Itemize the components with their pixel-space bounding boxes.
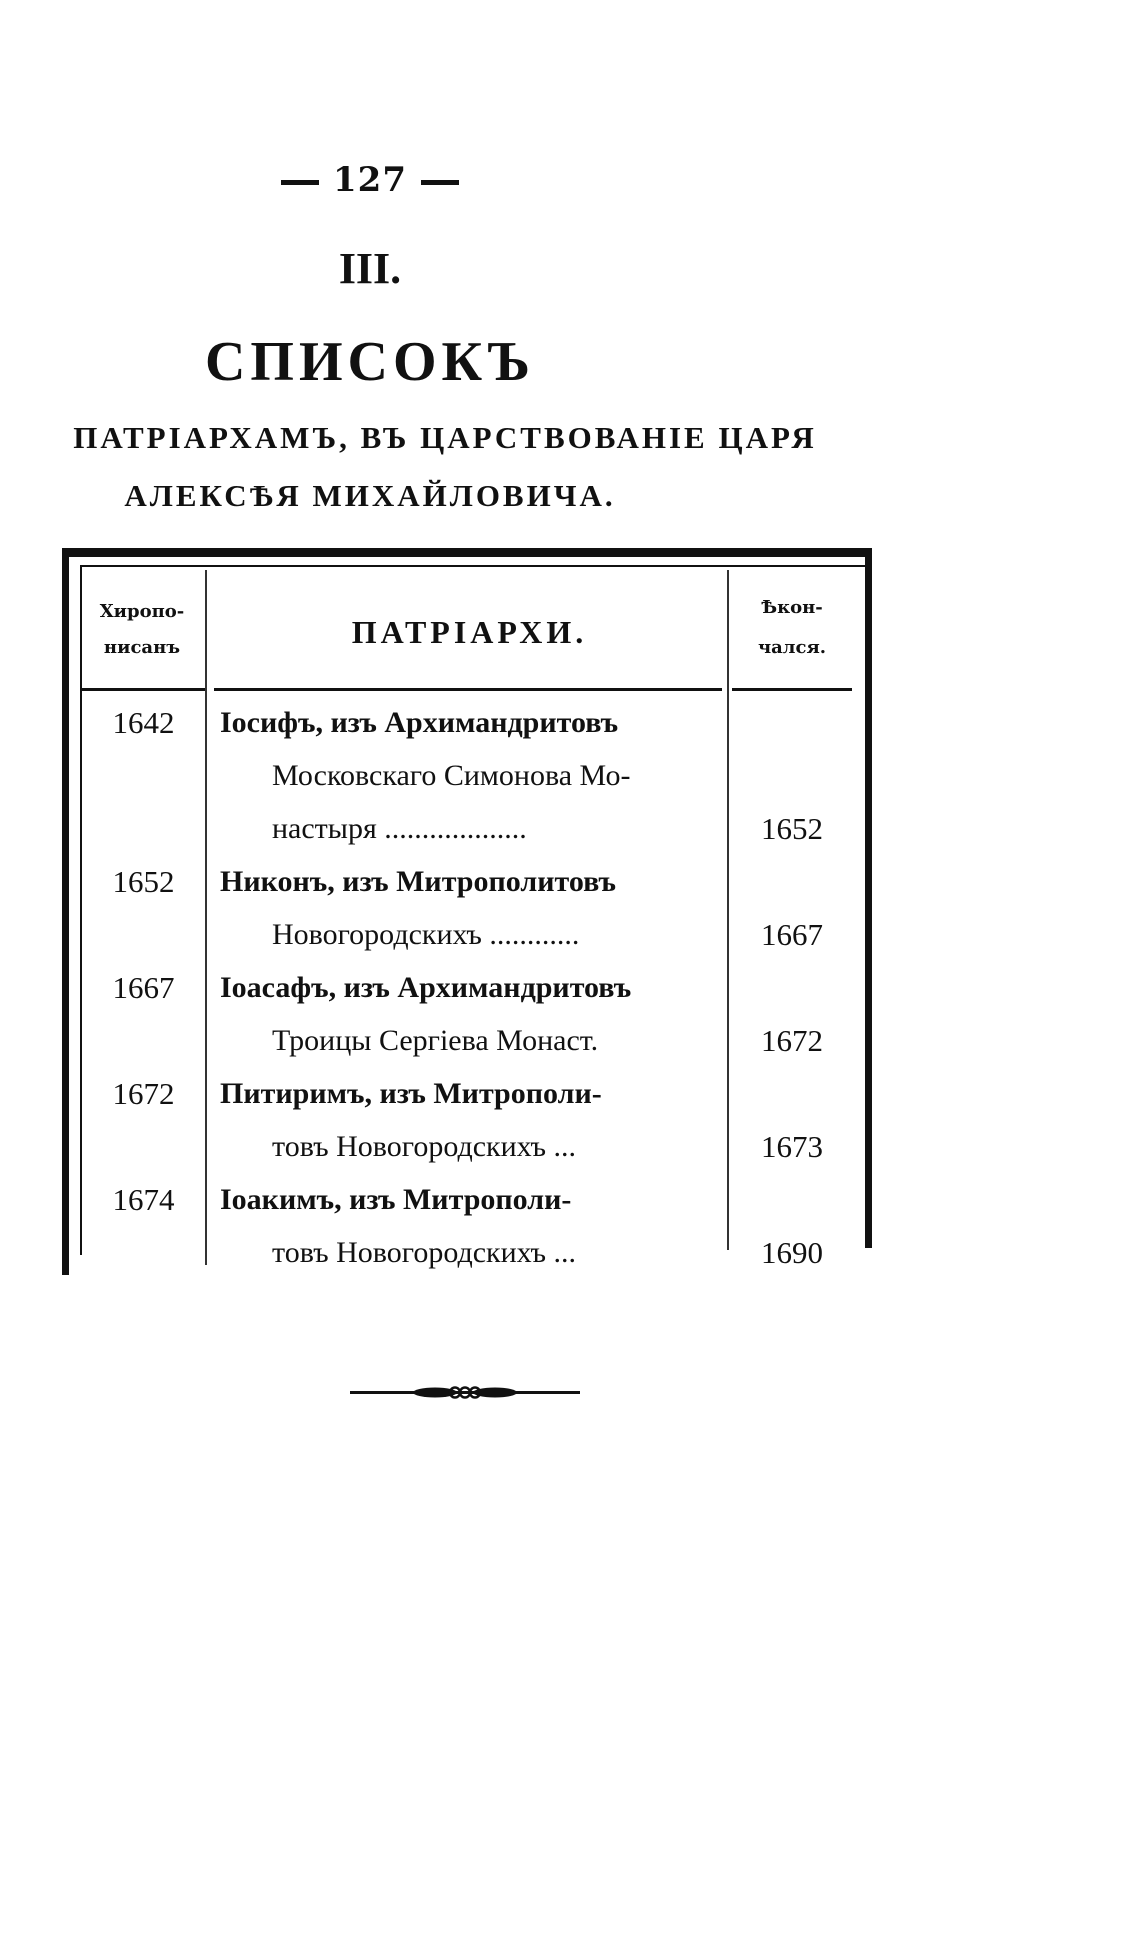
header-underline xyxy=(214,688,722,691)
patriarch-entry-line: Іосифъ, изъ Архимандритовъ xyxy=(220,706,619,739)
patriarch-entry-line: Никонъ, изъ Митрополитовъ xyxy=(220,865,617,898)
section-numeral: III. xyxy=(338,244,402,293)
patriarch-entry xyxy=(220,1173,720,1279)
deceased-year: 1667 xyxy=(761,917,823,952)
deceased-year: 1673 xyxy=(761,1129,823,1164)
page-number-value: 127 xyxy=(333,160,407,200)
deceased-year: 1652 xyxy=(761,811,823,846)
patriarch-entry xyxy=(220,961,720,1067)
header-underline xyxy=(82,688,205,691)
closing-ornament xyxy=(350,1385,580,1401)
deceased-year: 1690 xyxy=(761,1235,823,1270)
patriarch-entry xyxy=(220,696,720,855)
table-row xyxy=(62,855,872,961)
header-ordained-line-2: нисанъ xyxy=(103,637,181,658)
subtitle-line-2: АЛЕКСѢЯ МИХАЙЛОВИЧА. xyxy=(124,478,616,513)
header-patriarchs: ПАТРІАРХИ. xyxy=(351,614,588,650)
table-top-thin-rule xyxy=(80,565,870,567)
patriarch-entry-line: товъ Новогородскихъ ... xyxy=(272,1236,577,1269)
table-row xyxy=(62,1067,872,1173)
patriarch-entry-line: Питиримъ, изъ Митрополи- xyxy=(220,1077,602,1110)
ordained-year: 1642 xyxy=(112,705,175,740)
header-deceased-line-2: чался. xyxy=(757,637,827,658)
patriarch-entry-line: Московскаго Симонова Мо- xyxy=(272,759,631,792)
header-ordained xyxy=(82,594,202,666)
page-number-dash-left xyxy=(281,180,319,185)
table-row xyxy=(62,961,872,1067)
patriarch-entry-line: Іоасафъ, изъ Архимандритовъ xyxy=(220,971,632,1004)
table-body xyxy=(62,696,872,1279)
ordained-year: 1672 xyxy=(112,1076,175,1111)
patriarch-entry-line: Новогородскихъ ............ xyxy=(272,918,580,951)
patriarch-entry-line: Іоакимъ, изъ Митрополи- xyxy=(220,1183,572,1216)
page-number xyxy=(0,160,740,200)
table-row xyxy=(62,696,872,855)
page-title: СПИСОКЪ xyxy=(204,331,535,393)
table-row xyxy=(62,1173,872,1279)
ordained-year: 1667 xyxy=(112,970,175,1005)
patriarchs-table xyxy=(62,548,872,1275)
ordained-year: 1674 xyxy=(112,1182,175,1217)
patriarch-entry-line: Троицы Сергіева Монаст. xyxy=(272,1024,599,1057)
patriarch-entry xyxy=(220,1067,720,1173)
header-deceased xyxy=(732,588,852,668)
patriarch-entry xyxy=(220,855,720,961)
subtitle-line-1: ПАТРІАРХАМЪ, ВЪ ЦАРСТВОВАНІЕ ЦАРЯ xyxy=(73,420,817,455)
patriarch-entry-line: товъ Новогородскихъ ... xyxy=(272,1130,577,1163)
ordained-year: 1652 xyxy=(112,864,175,899)
page-number-dash-right xyxy=(421,180,459,185)
patriarch-entry-line: настыря ................... xyxy=(272,812,527,845)
header-underline xyxy=(732,688,852,691)
table-top-rule xyxy=(62,548,872,557)
header-deceased-line-1: Ѣкон- xyxy=(761,597,823,618)
header-ordained-line-1: Хиропо- xyxy=(99,601,185,622)
deceased-year: 1672 xyxy=(761,1023,823,1058)
